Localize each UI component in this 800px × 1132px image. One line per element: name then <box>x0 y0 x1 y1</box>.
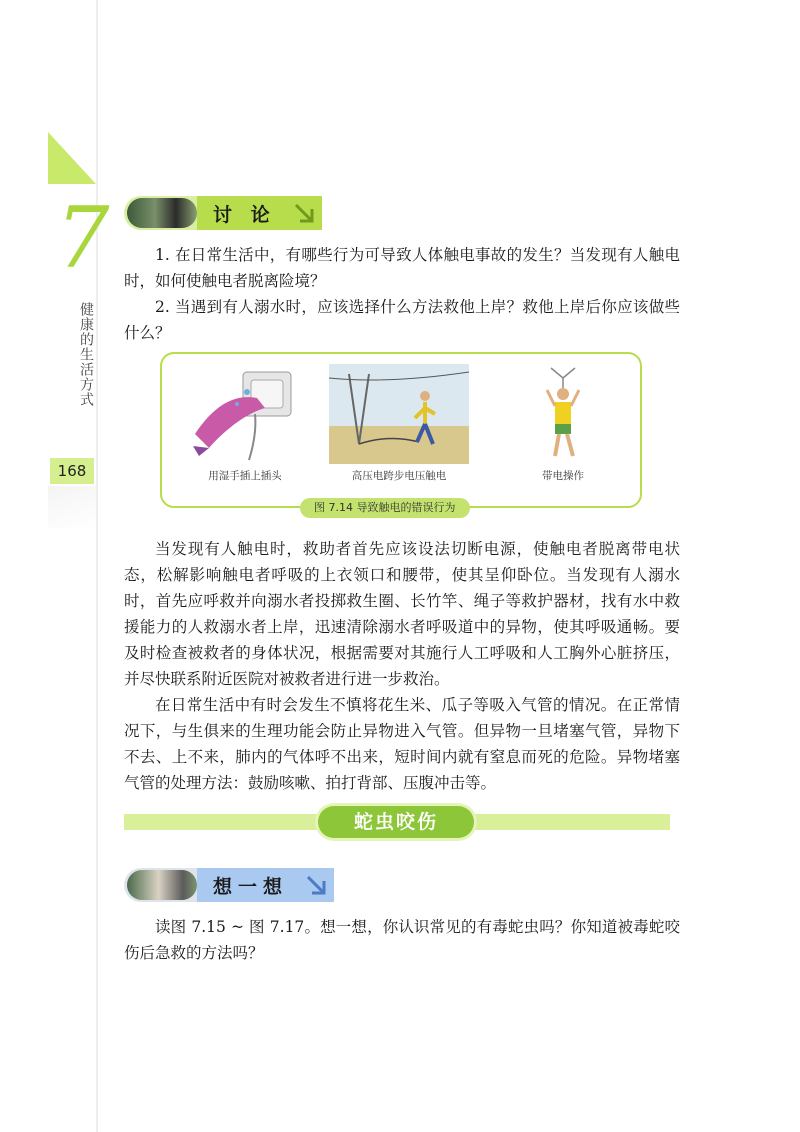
think-text: 读图 7.15 ~ 图 7.17。想一想，你认识常见的有毒蛇虫吗？你知道被毒蛇咬伤后急救的方法吗？ <box>124 918 680 962</box>
students-photo-icon <box>127 198 197 228</box>
margin-line <box>96 0 98 1132</box>
body-paragraph-1: 当发现有人触电时，救助者首先应该设法切断电源，使触电者脱离带电状态，松解影响触电者呼吸的上衣领口和腰带，使其呈仰卧位。当发现有人溺水时，首先应呼救并向溺水者投掷救生圈、长竹竿、绳子等救护器材，找有水中救援能力的人救溺水者上岸，迅速清除溺水者呼吸道中的异物，使其呼吸通畅。要及时检查被救者的身体状况，根据需要对其施行人工呼吸和人工胸外心脏挤压，并尽快联系附近医院对被救者进行进一步救治。 <box>124 540 680 688</box>
section-title: 蛇虫咬伤 <box>318 806 474 838</box>
body-paragraph-2: 在日常生活中有时会发生不慎将花生米、瓜子等吸入气管的情况。在正常情况下，与生俱来的生理功能会防止异物进入气管。但异物一旦堵塞气管，异物下不去、上不来，肺内的气体呼不出来，短时间内就有窒息而死的危险。异物堵塞气管的处理方法：鼓励咳嗽、拍打背部、压腹冲击等。 <box>124 696 680 792</box>
figure-item-3 <box>488 364 638 483</box>
discussion-question-1: 1. 在日常生活中，有哪些行为可导致人体触电事故的发生？当发现有人触电时，如何使触电者脱离险境？ <box>124 246 680 290</box>
arrow-down-right-icon <box>286 196 322 230</box>
think-header <box>124 868 334 902</box>
figure-caption-2: 高压电跨步电压触电 <box>351 470 447 482</box>
chapter-number: 7 <box>56 189 110 287</box>
figure-caption-3: 带电操作 <box>542 470 584 482</box>
wet-hand-plug-icon <box>185 364 305 464</box>
think-label: 想一想 <box>197 868 298 902</box>
figure-item-1 <box>170 364 320 483</box>
arrow-down-right-icon <box>298 868 334 902</box>
figure-item-2 <box>324 364 474 483</box>
figure-panel <box>160 352 642 508</box>
page-number: 168 <box>50 458 94 484</box>
discussion-question-2: 2. 当遇到有人溺水时，应该选择什么方法救他上岸？救他上岸后你应该做些什么？ <box>124 298 680 342</box>
step-voltage-icon <box>329 364 469 464</box>
think-pill <box>124 868 197 902</box>
discussion-label: 讨 论 <box>197 196 286 230</box>
live-operation-icon <box>503 364 623 464</box>
student-thinking-photo-icon <box>127 870 197 900</box>
chapter-title: 健康的生活方式 <box>78 302 94 407</box>
discussion-header <box>124 196 322 230</box>
figure-caption-1: 用湿手插上插头 <box>208 470 282 482</box>
discussion-pill <box>124 196 197 230</box>
chapter-corner-triangle <box>48 132 96 184</box>
figure-label: 图 7.14 导致触电的错误行为 <box>300 498 470 518</box>
page-tab <box>48 486 96 528</box>
